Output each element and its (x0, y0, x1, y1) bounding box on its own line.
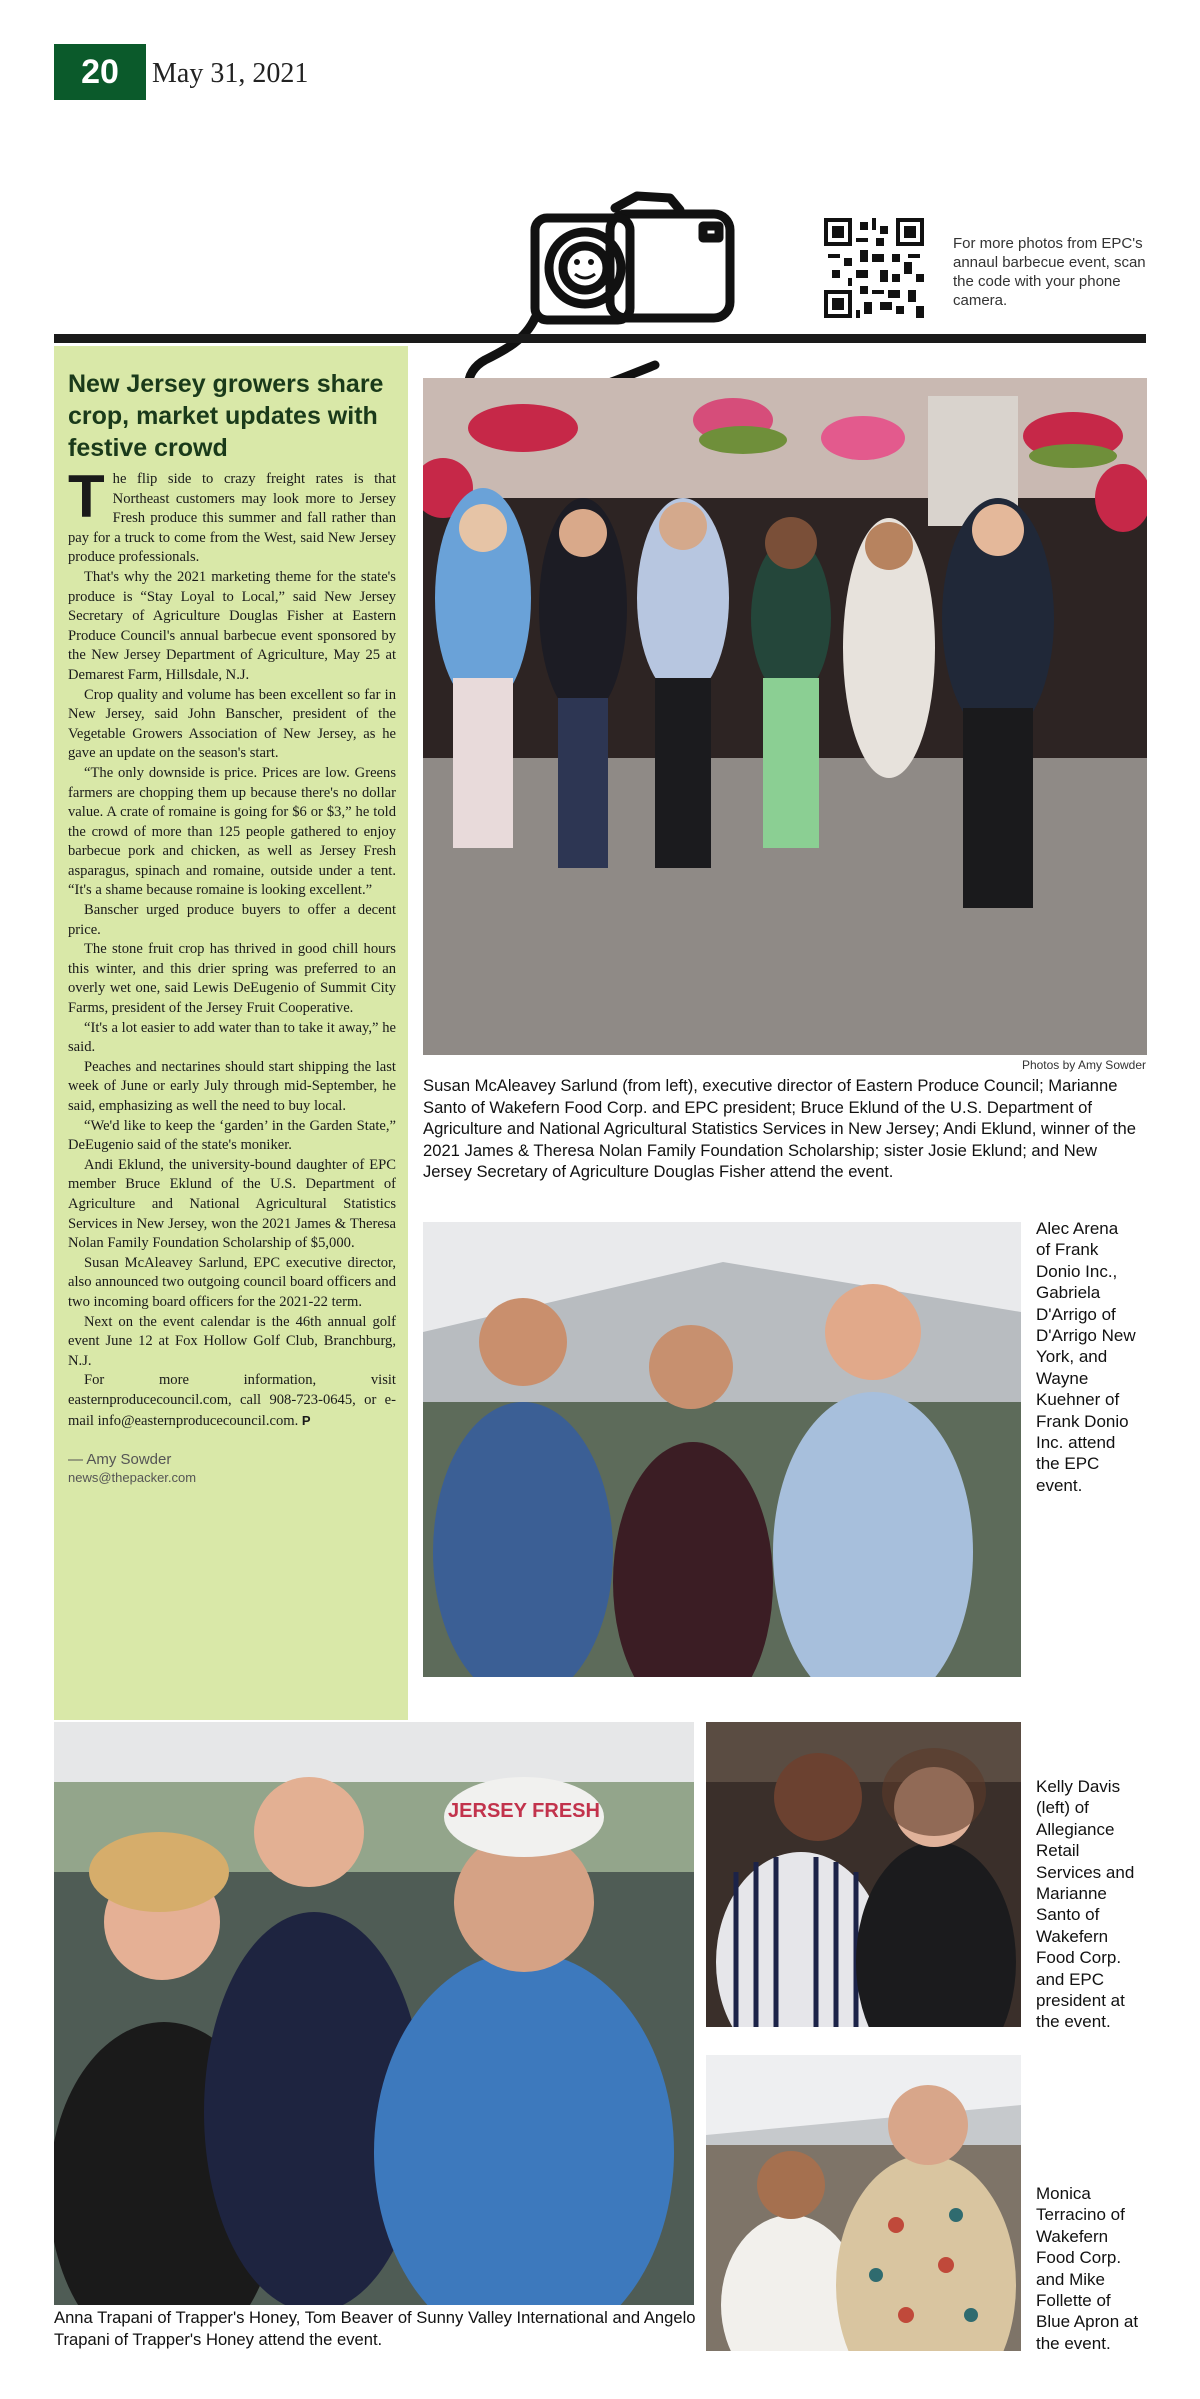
byline-email[interactable]: news@thepacker.com (68, 1470, 197, 1486)
dropcap: T (68, 463, 105, 530)
paragraph: Banscher urged produce buyers to offer a decent price. (68, 902, 396, 938)
paragraph: For more information, visit easternproducecouncil.com, call 908-723-0645, or e-mail info@easternproducecouncil.com. (68, 1372, 396, 1429)
paragraph: Andi Eklund, the university-bound daughter of EPC member Bruce Eklund of the U.S. Department of Agriculture and National Agricultural Statistics Services in New Jersey, won the 2021 James & Theresa Nolan Family Foundation Scholarship of $5,000. (68, 1156, 396, 1252)
honey-caption: Anna Trapani of Trapper's Honey, Tom Beaver of Sunny Valley International and Angelo Trapani of Trapper's Honey attend the event. (54, 2308, 696, 2349)
kelly-caption: Kelly Davis (left) of Allegiance Retail Services and Marianne Santo of Wakefern Food Corp. and EPC president at the event. (1036, 1777, 1135, 2032)
paragraph: Susan McAleavey Sarlund, EPC executive director, also announced two outgoing council board officers and two incoming board officers for the 2021-22 term. (68, 1254, 396, 1310)
article-sidebar (54, 346, 408, 1720)
group-photo-caption: Susan McAleavey Sarlund (from left), executive director of Eastern Produce Council; Marianne Santo of Wakefern Food Corp. and EPC president; Bruce Eklund of the U.S. Department of Agriculture and National Agricultural Statistics Services in New Jersey; Andi Eklund, winner of the 2021 James & Theresa Nolan Family Foundation Scholarship; sister Josie Eklund; and New Jersey Secretary of Agriculture Douglas Fisher attend the event. (423, 1076, 1136, 1181)
kelly-photo (706, 1722, 1021, 2027)
page-number: 20 (54, 44, 146, 100)
paragraph: Crop quality and volume has been excellent so far in New Jersey, said John Banscher, president of the Vegetable Growers Association of New Jersey, as he gave an update on the season's start. (68, 686, 396, 762)
honey-photo (54, 1722, 694, 2305)
paragraph: That's why the 2021 marketing theme for the state's produce is “Stay Loyal to Local,” said New Jersey Secretary of Agriculture Douglas Fisher at Eastern Produce Council's annual barbecue event sponsored by the New Jersey Department of Agriculture, May 25 at Demarest Farm, Hillsdale, N.J. (68, 568, 396, 683)
end-mark: P (301, 1412, 311, 1428)
paragraph: Peaches and nectarines should start shipping the last week of June or early July through mid-September, he said, emphasizing as well the need to buy local. (68, 1058, 396, 1114)
qr-caption: For more photos from EPC's annaul barbecue event, scan the code with your phone camera. (953, 235, 1146, 309)
paragraph: “It's a lot easier to add water than to take it away,” he said. (68, 1019, 396, 1056)
article-body (68, 463, 396, 1431)
paragraph: he flip side to crazy freight rates is that Northeast customers may look more to Jersey Fresh produce this summer and fall rather than pay for a truck to come from the West, said New Jersey produce professionals. (68, 471, 396, 566)
byline: — Amy Sowder (68, 1451, 172, 1469)
paragraph: “We'd like to keep the ‘garden’ in the Garden State,” DeEugenio said of the state's moniker. (68, 1117, 396, 1154)
paragraph: The stone fruit crop has thrived in good chill hours this winter, and this drier spring was preferred to an overly wet one, said Lewis DeEugenio of Summit City Farms, president of the Jersey Fruit Cooperative. (68, 941, 396, 1017)
photo-credit: Photos by Amy Sowder (1021, 1058, 1146, 1072)
trio-photo (423, 1222, 1021, 1677)
qr-code-icon[interactable] (824, 218, 924, 318)
trio-caption: Alec Arena of Frank Donio Inc., Gabriela D'Arrigo of D'Arrigo New York, and Wayne Kuehner of Frank Donio Inc. attend the EPC event. (1036, 1219, 1136, 1495)
paragraph: Next on the event calendar is the 46th annual golf event June 12 at Fox Hollow Golf Club, Branchburg, N.J. (68, 1313, 396, 1369)
section-rule (54, 334, 1146, 343)
paragraph: “The only downside is price. Prices are low. Greens farmers are chopping them up because there's no dollar value. A crate of romaine is going for $6 or $3,” he told the crowd of more than 125 people gathered to enjoy barbecue pork and chicken, as well as Jersey Fresh asparagus, spinach and romaine, outside under a tent. “It's a shame because romaine is looking excellent.” (68, 764, 396, 899)
article-headline: New Jersey growers share crop, market updates with festive crowd (68, 370, 384, 462)
group-photo (423, 378, 1147, 1055)
monica-photo (706, 2055, 1021, 2351)
hat-text: JERSEY FRESH (448, 1800, 600, 1822)
issue-date: May 31, 2021 (152, 58, 309, 89)
monica-caption: Monica Terracino of Wakefern Food Corp. and Mike Follette of Blue Apron at the event. (1036, 2184, 1139, 2353)
